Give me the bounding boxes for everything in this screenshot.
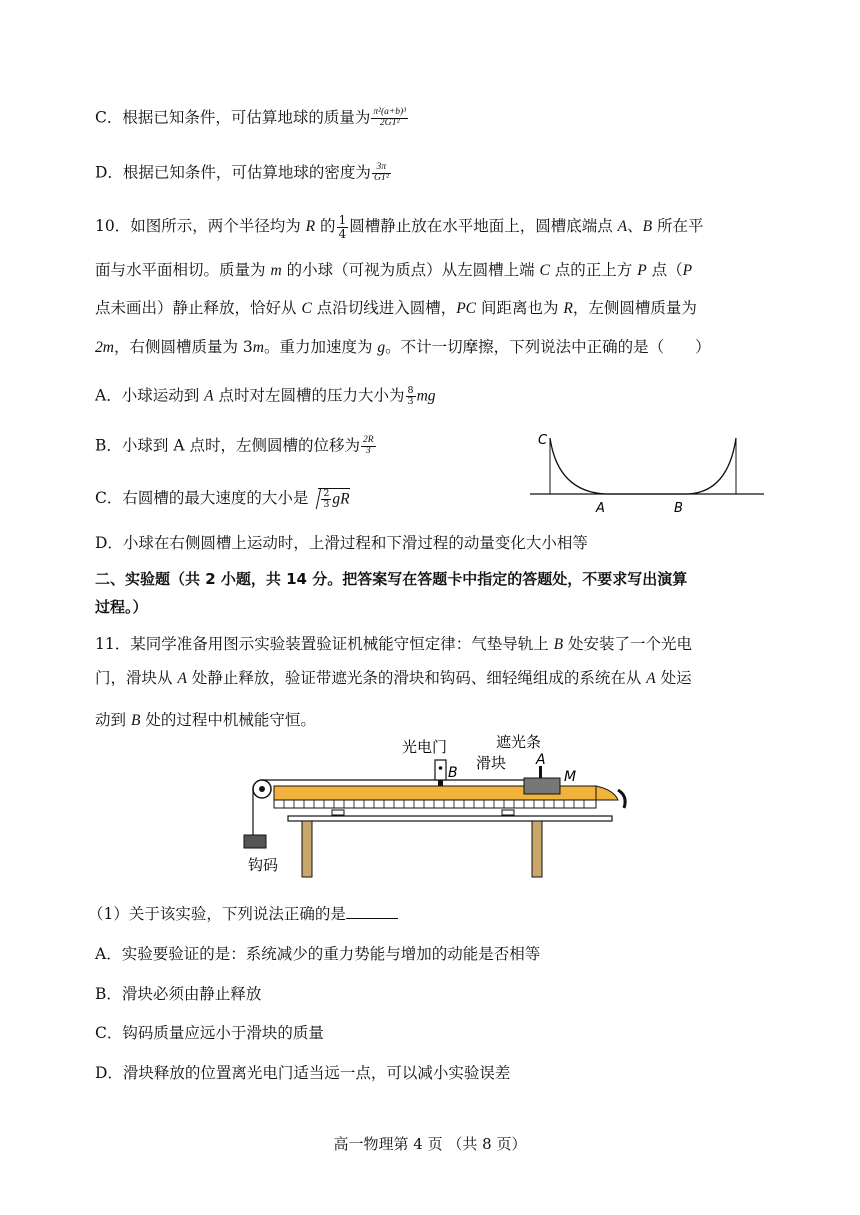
q11-option-b: B．滑块必须由静止释放 <box>95 985 262 1003</box>
groove-diagram <box>530 428 770 518</box>
point-a-label: A <box>536 752 546 768</box>
q10-option-b-fraction: $\frac{2R}{3}$ <box>362 435 374 456</box>
q10-option-d: D．小球在右侧圆槽上运动时，上滑过程和下滑过程的动量变化大小相等 <box>95 534 588 552</box>
q9-option-d: D．根据已知条件，可估算地球的密度为 $\frac{3\pi}{\text{GT²}}$ <box>95 162 389 183</box>
quarter-fraction: $\frac{1}{4}$ <box>338 213 347 241</box>
q9-option-d-fraction: $\frac{3\pi}{\text{GT²}}$ <box>373 162 389 183</box>
hook-weight-label: 钩码 <box>248 856 279 874</box>
q10-stem-line1: 10．如图所示，两个半径均为 R 的 $\frac{1}{4}$ 圆槽静止放在水平地面上，圆槽底端点 A、B 所在平 <box>95 213 704 241</box>
q10-option-a: A．小球运动到 A 点时对左圆槽的压力大小为 $\frac{8}{3}$ mg <box>95 385 436 407</box>
photogate-label: 光电门 <box>402 738 448 756</box>
point-b-label: B <box>674 501 683 516</box>
q11-option-a: A．实验要验证的是：系统减少的重力势能与增加的动能是否相等 <box>95 945 541 963</box>
q10-option-a-fraction: $\frac{8}{3}$ <box>407 385 414 407</box>
q10-option-c: C．右圆槽的最大速度的大小是 $\frac{2}{3}$ gR <box>95 488 350 510</box>
q10-stem-line3: 点未画出）静止释放，恰好从 C 点沿切线进入圆槽，PC 间距离也为 R，左侧圆槽质量为 <box>95 299 697 317</box>
point-a-label: A <box>596 501 605 516</box>
q11-stem-line3: 动到 B 处的过程中机械能守恒。 <box>95 711 316 729</box>
page-footer: 高一物理第 4 页 （共 8 页） <box>333 1135 527 1153</box>
q9-option-c: C．根据已知条件，可估算地球的质量为 $\frac{\text{π²(a+b)³}}{\text{2GT²}}$ <box>95 107 407 128</box>
q10-stem-line4: 2m，右侧圆槽质量为 3m。重力加速度为 g。不计一切摩擦，下列说法中正确的是（ ） <box>95 338 711 356</box>
slider-label: 滑块 <box>476 754 507 772</box>
section2-heading-line1: 二、实验题（共 2 小题，共 14 分。把答案写在答题卡中指定的答题处，不要求写出演算 <box>95 570 688 588</box>
q11-option-d: D．滑块释放的位置离光电门适当远一点，可以减小实验误差 <box>95 1064 511 1082</box>
mass-m-label: M <box>564 769 577 785</box>
answer-blank <box>346 906 398 919</box>
sqrt-radical: $\frac{2}{3}$ gR <box>318 488 349 510</box>
q9-option-c-fraction: $\frac{\text{π²(a+b)³}}{\text{2GT²}}$ <box>373 107 407 128</box>
q11-stem-line1: 11．某同学准备用图示实验装置验证机械能守恒定律：气垫导轨上 B 处安装了一个光电 <box>95 635 693 653</box>
q10-option-b: B．小球到 A 点时，左侧圆槽的位移为 $\frac{2R}{3}$ <box>95 435 374 456</box>
point-c-label: C <box>538 433 548 448</box>
q11-subquestion-1: （1）关于该实验，下列说法正确的是 <box>88 906 398 923</box>
air-track-diagram <box>240 728 640 878</box>
q11-stem-line2: 门，滑块从 A 处静止释放，验证带遮光条的滑块和钩码、细轻绳组成的系统在从 A 处运 <box>95 669 692 687</box>
q10-stem-line2: 面与水平面相切。质量为 m 的小球（可视为质点）从左圆槽上端 C 点的正上方 P 点（P <box>95 261 693 279</box>
section2-heading-line2: 过程。） <box>95 598 148 616</box>
point-b-label: B <box>448 765 458 781</box>
shading-strip-label: 遮光条 <box>496 733 542 751</box>
q11-option-c: C．钩码质量应远小于滑块的质量 <box>95 1024 324 1042</box>
